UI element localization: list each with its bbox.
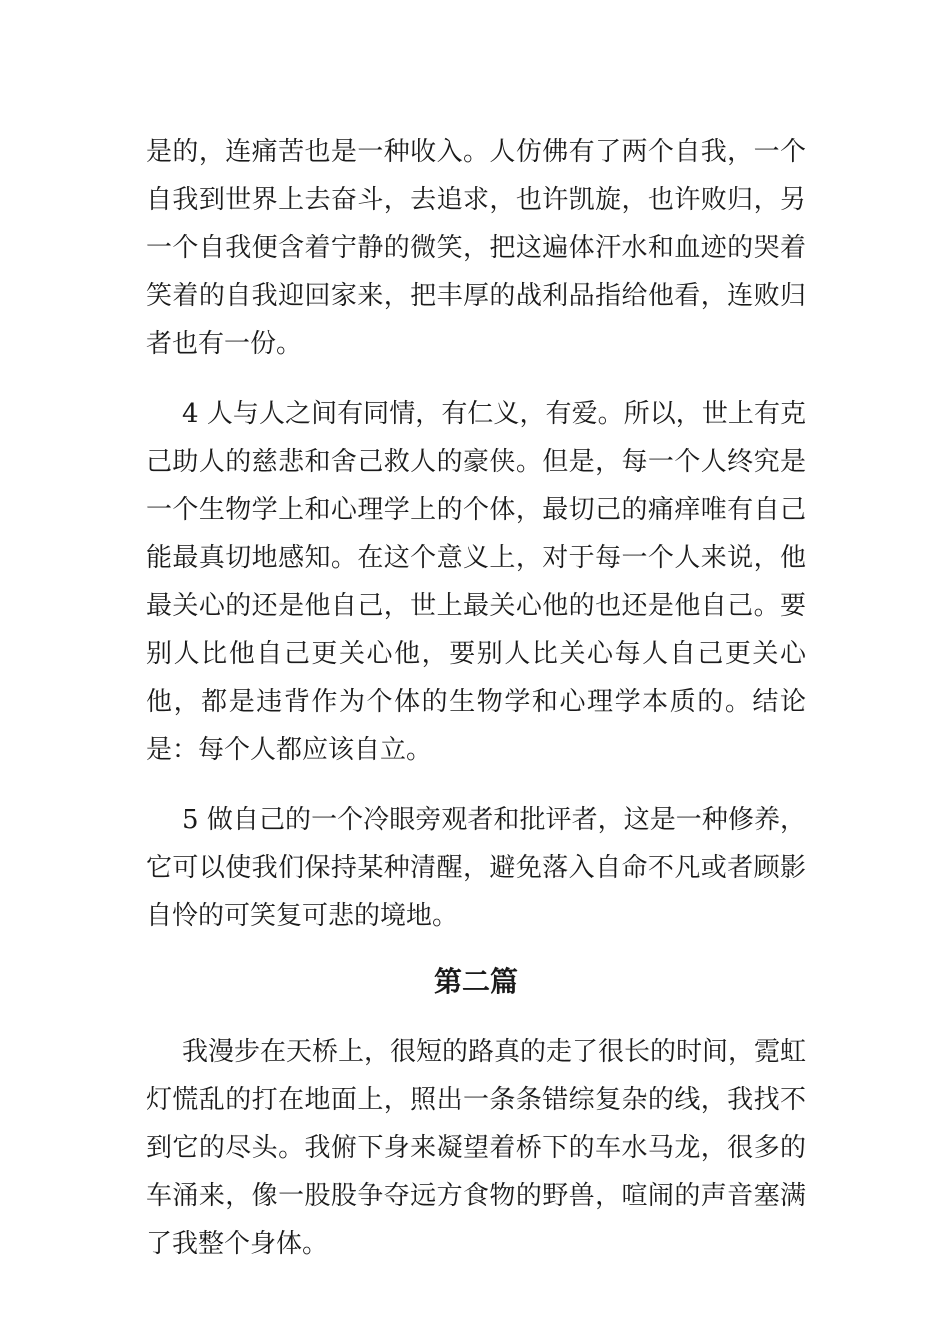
paragraph-gap [146, 774, 806, 796]
section-heading: 第二篇 [433, 965, 518, 998]
paragraph-5-observer: 5 做自己的一个冷眼旁观者和批评者，这是一种修养，它可以使我们保持某种清醒，避免落入自命不凡或者顾影自怜的可笑复可悲的境地。 [146, 805, 806, 931]
paragraph-4-self-reliance: 4 人与人之间有同情，有仁义，有爱。所以，世上有克己助人的慈悲和舍己救人的豪侠。但是，每一个人终究是一个生物学上和心理学上的个体，最切己的痛痒唯有自己能最真切地感知。在这个意义上，对于每一个人来说，他最关心的还是他自己，世上最关心他的也还是他自己。要别人比他自己更关心他，要别人比关心每人自己更关心他，都是违背作为个体的生物学和心理学本质的。结论是：每个人都应该自立。 [146, 399, 806, 765]
document-page [146, 128, 806, 1268]
paragraph-overpass: 我漫步在天桥上，很短的路真的走了很长的时间，霓虹灯慌乱的打在地面上，照出一条条错综复杂的线，我找不到它的尽头。我俯下身来凝望着桥下的车水马龙，很多的车涌来，像一股股争夺远方食物的野兽，喧闹的声音塞满了我整个身体。 [146, 1037, 807, 1259]
paragraph-self-two-egos: 是的，连痛苦也是一种收入。人仿佛有了两个自我，一个自我到世界上去奋斗，去追求，也许凯旋，也许败归，另一个自我便含着宁静的微笑，把这遍体汗水和血迹的哭着笑着的自我迎回家来，把丰厚的战利品指给他看，连败归者也有一份。 [146, 137, 806, 359]
paragraph-gap [146, 368, 806, 390]
